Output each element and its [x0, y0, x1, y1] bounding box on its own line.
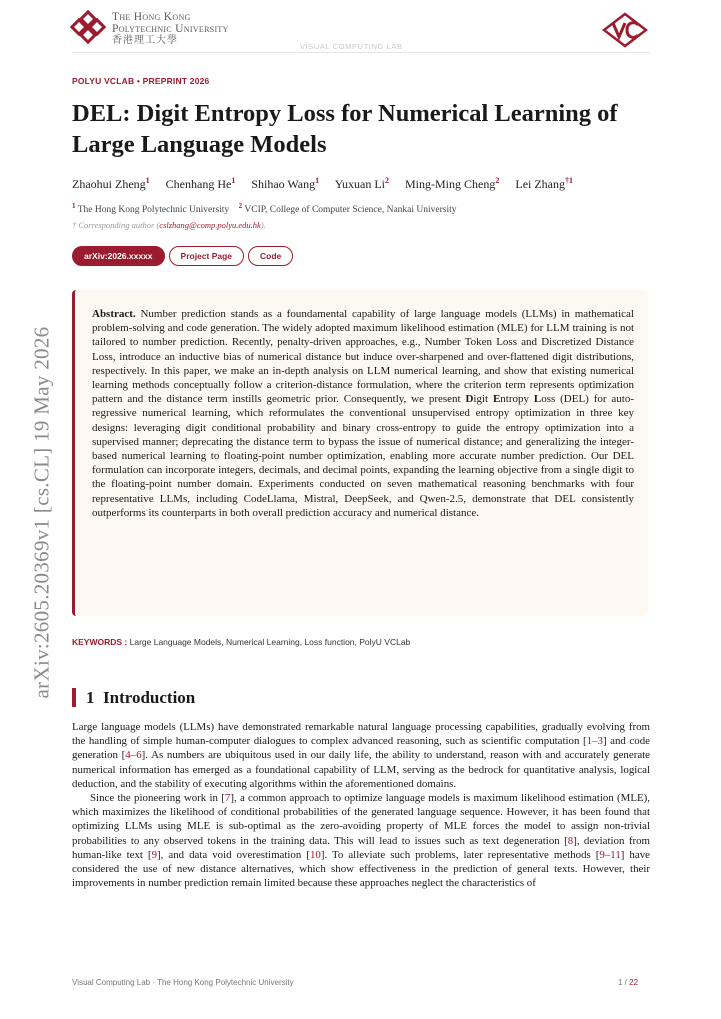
paragraph: Large language models (LLMs) have demonstrated remarkable natural language processing capabilities, gradually evolving from the handling of simple human-computer dialogues to complex advanced reasoning, such as scientific computation [1–3] and code generation [4–6]. As numbers are ubiquitous used in our daily life, the ability to understand, reason with and accurately generate numerical information has emerged as a foundational capability of LLM, serving as the bedrock for quantitative analysis, logical deduction, and the stability of executing algorithms within the aforementioned domains.	[72, 721, 651, 790]
citation-link[interactable]: 10	[309, 848, 321, 861]
paper-title: DEL: Digit Entropy Loss for Numerical Learning of Large Language Models	[72, 100, 618, 158]
polyu-diamond-logo-icon	[70, 10, 106, 46]
affiliation: $^1$ The Hong Kong Polytechnic University	[72, 202, 230, 216]
citation-link[interactable]: 9	[151, 848, 158, 861]
vc-lab-logo-icon	[602, 12, 648, 48]
university-line-2: Polytechnic University	[112, 23, 229, 35]
section-heading: 1 Introduction	[86, 688, 196, 707]
section-accent-bar	[72, 688, 76, 707]
header-divider	[72, 52, 650, 53]
citation-link[interactable]: 4–6	[125, 749, 142, 762]
university-name	[112, 11, 229, 47]
author-list	[72, 176, 662, 192]
keywords-label: KEYWORDS :	[72, 637, 128, 647]
keywords	[72, 637, 410, 647]
corresponding-email[interactable]: cslzhang@comp.polyu.edu.hk	[159, 220, 261, 230]
university-chinese-name: 香港理工大學	[112, 35, 178, 46]
paragraph: Since the pioneering work in [7], a common approach to optimize language models is maximum likelihood estimation (MLE), which maximizes the likelihood of conditional probabilities of the generated language sequence. However, it has been found that optimizing LLMs using MLE is sub-optimal as the zero-avoiding property of MLE forces the model to assign non-trivial probabilities to any observed tokens in the training data. This will lead to issues such as text degeneration [8], deviation from human-like text [9], and data void overestimation [10]. To alleviate such problems, later representative methods [9–11] have considered the use of new distance alternatives, which show effectiveness in the prediction of general texts. However, their improvements in number prediction remain limited because these approaches neglect the characteristics of	[72, 792, 650, 890]
citation-link[interactable]: 7	[224, 792, 231, 805]
project-page-button[interactable]: Project Page	[169, 246, 245, 266]
author: Zhaohui Zheng$^1$	[72, 176, 150, 191]
author: Chenhang He$^1$	[165, 176, 236, 191]
link-buttons	[72, 246, 293, 266]
abstract-box	[72, 290, 648, 616]
abstract-text: Abstract. Number prediction stands as a foundamental capability of large language models (LLMs) in mathematical problem-solving and code generation. The widely adopted maximum likelihood estimation (MLE) for LLM training is not tailored to number prediction. Recently, penalty-driven approaches, e.g., Number Token Loss and Discretized Distance Loss, introduce an inductive bias of numerical distance but induce over-sharpened and over-flattened digit distributions, respectively. In this paper, we make an in-depth analysis on LLM numerical learning, and show that existing numerical learning methods conceptually follow a criterion-distance formulation, where the criterion term represents optimization pattern and the distance term instills geometric prior. Consequently, we present Digit Entropy Loss (DEL) for auto-regressive numerical learning, which reformulates the conventional unsupervised entropy optimization in three key designs: leveraging digit conditional probability and binary cross-entropy to guide the entropy optimization into a supervised manner; deprecating the distance term to bypass the issue of numerical distance; and generalizing the integer-based numerical learning to floating-point number optimization, enabling more accurate number prediction. Our DEL formulation can incorporate integers, decimals, and decimal points, expanding the learning objective from a single digit to the floating-point number domain. Experiments conducted on seven mathematical reasoning benchmarks with four representative LLMs, including CodeLlama, Mistral, DeepSeek, and Qwen-2.5, demonstrate that DEL consistently outperforms its counterparts in both overall prediction accuracy and numerical distance.	[92, 308, 634, 519]
author: Ming-Ming Cheng$^2$	[405, 176, 500, 191]
code-button[interactable]: Code	[248, 246, 293, 266]
corresponding-author: † Corresponding author (cslzhang@comp.polyu.edu.hk).	[72, 220, 266, 230]
keywords-text: Large Language Models, Numerical Learning, Loss function, PolyU VCLab	[127, 637, 411, 647]
arxiv-button[interactable]: arXiv:2026.xxxxx	[72, 246, 165, 266]
preprint-label: POLYU VCLAB • PREPRINT 2026	[72, 76, 210, 86]
citation-link[interactable]: 8	[567, 834, 574, 847]
arxiv-side-stamp: arXiv:2605.20369v1 [cs.CL] 19 May 2026	[29, 326, 54, 699]
author: Shihao Wang$^1$	[251, 176, 320, 191]
author: Lei Zhang$^{\dagger 1}$	[515, 176, 574, 191]
citation-link[interactable]: 1–3	[586, 735, 603, 748]
lab-tag: VISUAL COMPUTING LAB	[300, 42, 403, 51]
page-number: 1 / 22	[618, 978, 639, 987]
affiliations	[72, 202, 457, 215]
university-line-1: The Hong Kong	[112, 11, 191, 23]
citation-link[interactable]: 9–11	[599, 848, 621, 861]
author: Yuxuan Li$^2$	[334, 176, 390, 191]
affiliation: $^2$ VCIP, College of Computer Science, Nankai University	[238, 202, 457, 216]
footer-lab-name: Visual Computing Lab · The Hong Kong Polytechnic University	[72, 978, 294, 987]
introduction-body	[72, 720, 650, 890]
abstract-heading: Abstract.	[92, 308, 136, 320]
